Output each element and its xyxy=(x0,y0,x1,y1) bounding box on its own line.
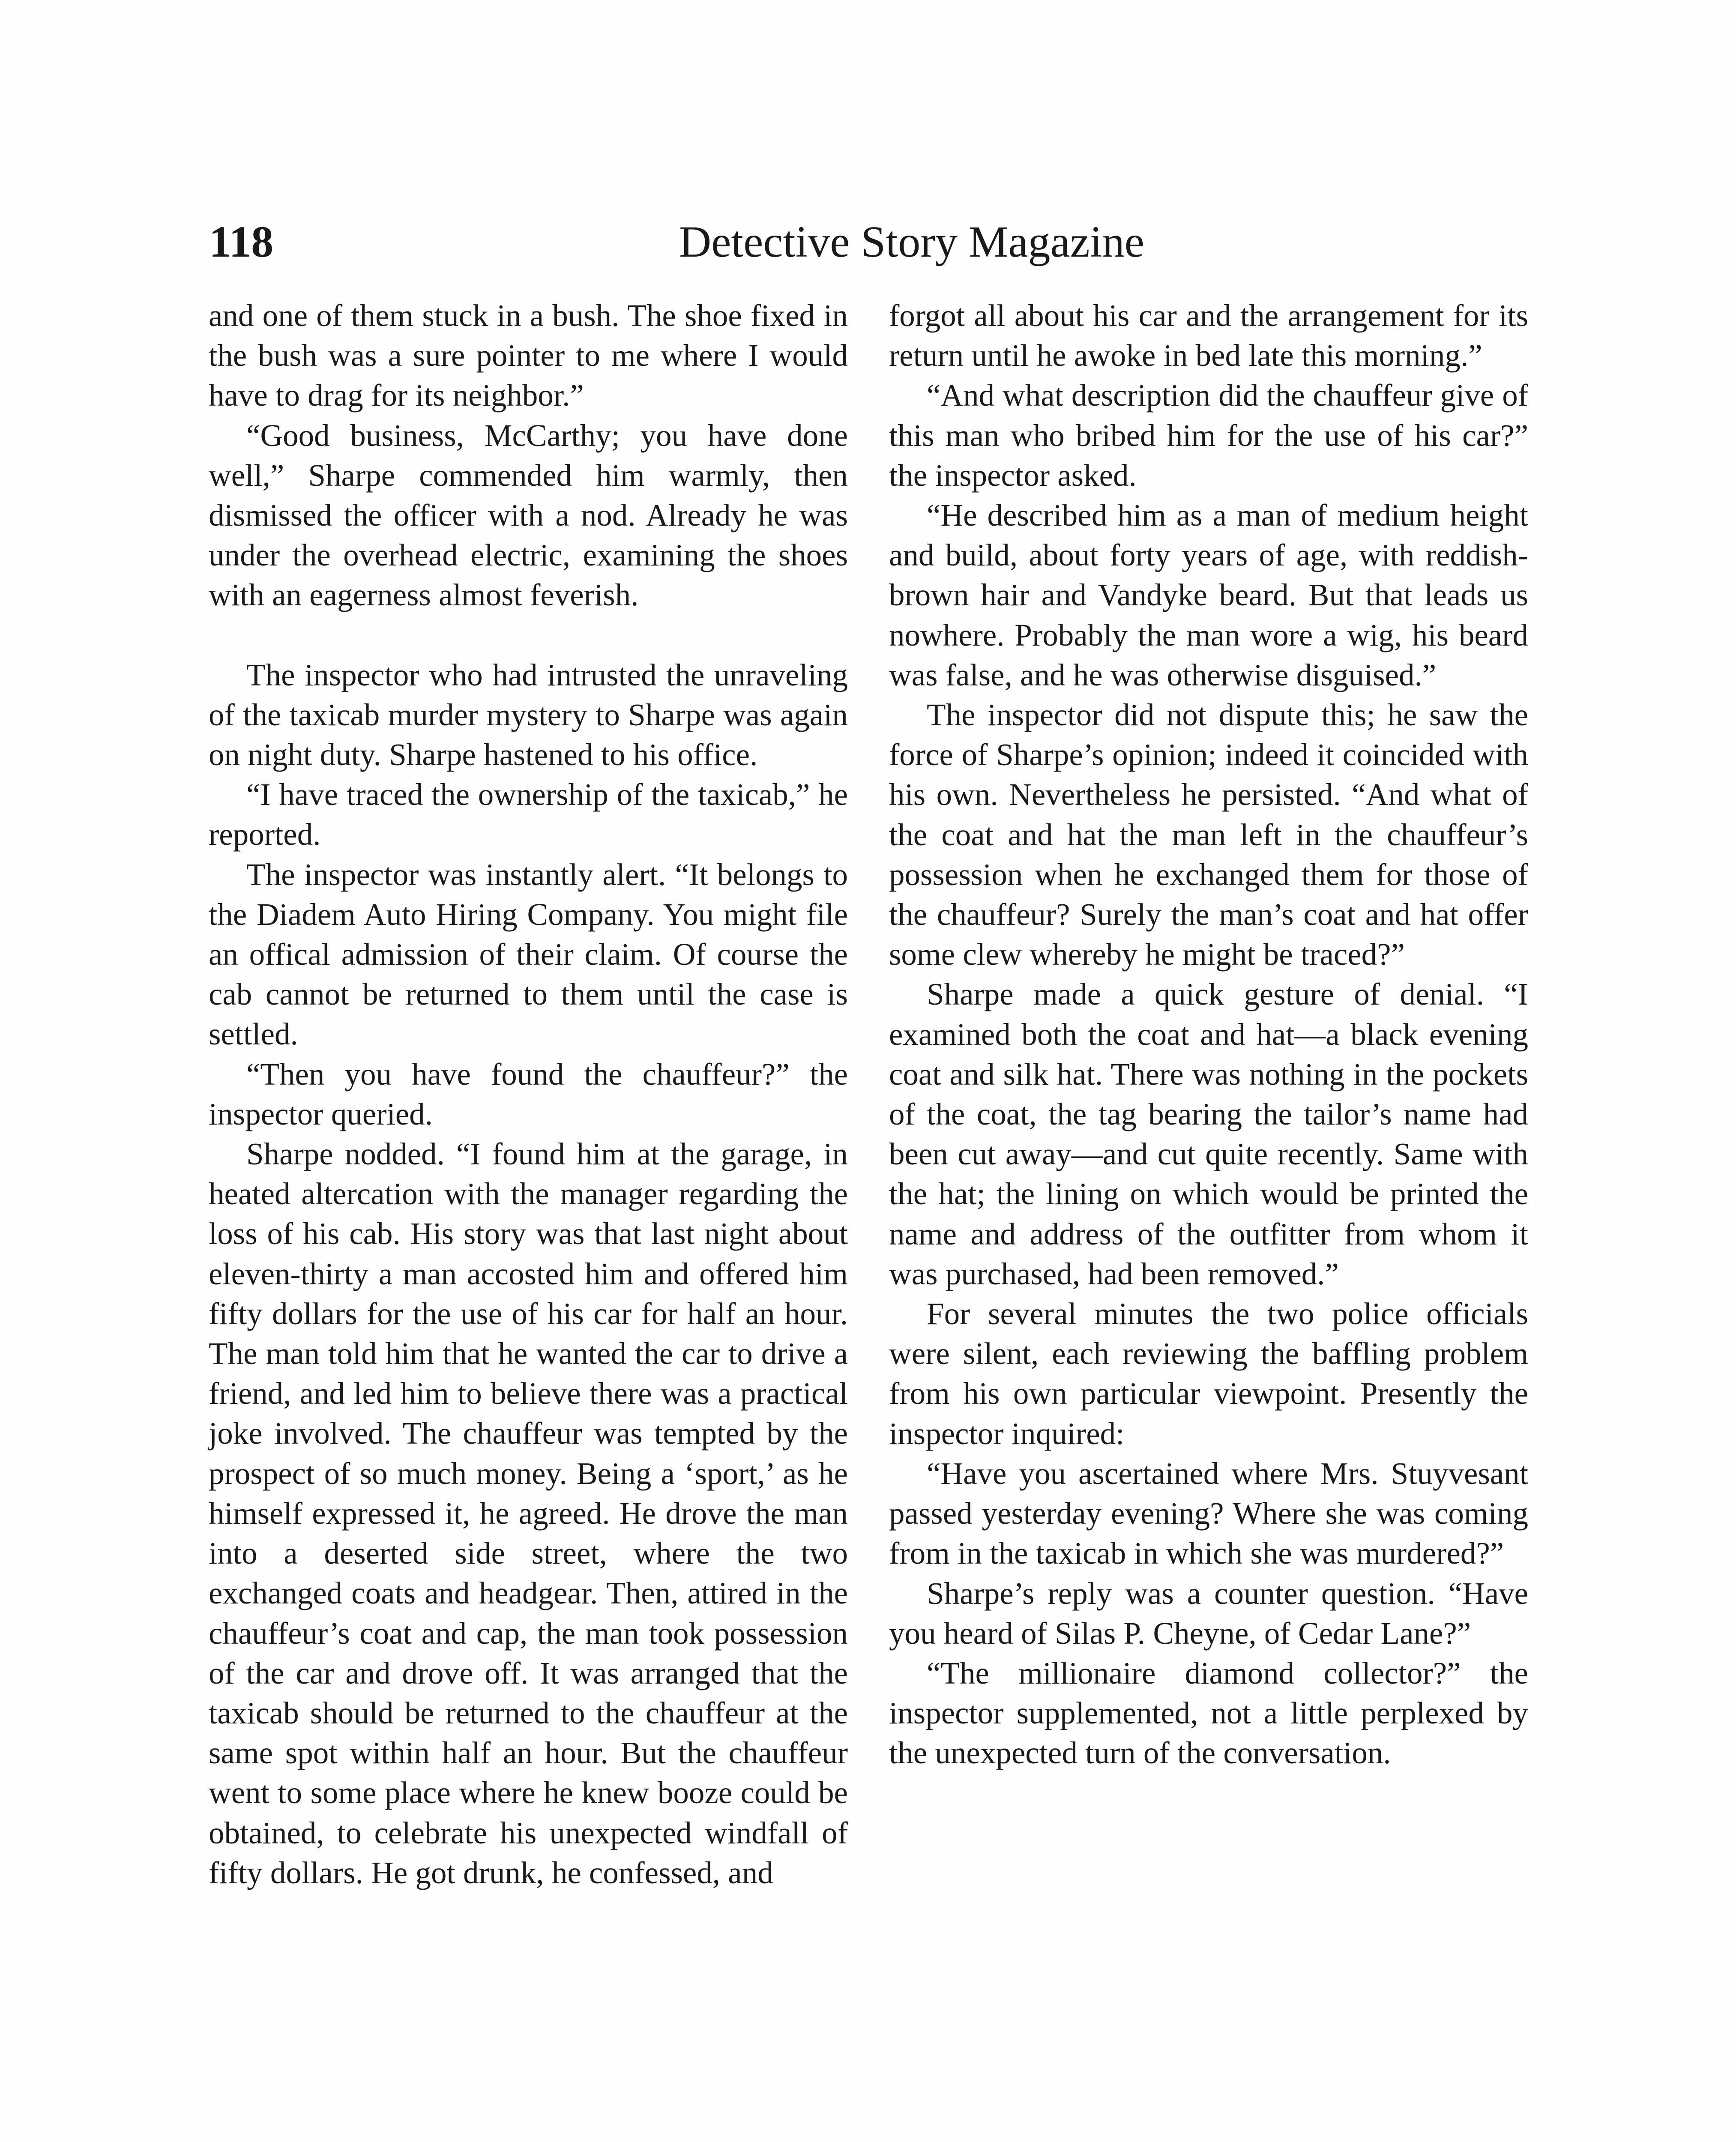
paragraph: “I have traced the ownership of the taxicab,” he reported. xyxy=(209,777,848,852)
paragraph: Sharpe made a quick gesture of denial. “I examined both the coat and hat—a black evening coat and silk hat. There was nothing in the pockets of the coat, the tag bearing the tailor’s name had been cut away—and cut quite recently. Same with the hat; the lining on which would be printed the name and address of the outfitter from whom it was purchased, had been removed.” xyxy=(889,977,1528,1291)
paragraph: “Good business, McCarthy; you have done well,” Sharpe commended him warmly, then dismissed the officer with a nod. Already he was under the overhead electric, examining the shoes with an eagerness almost feverish. xyxy=(209,418,848,613)
magazine-title: Detective Story Magazine xyxy=(679,217,1144,266)
left-column xyxy=(209,296,848,1893)
paragraph: “He described him as a man of medium height and build, about forty years of age, with reddish-brown hair and Vandyke beard. But that leads us nowhere. Probably the man wore a wig, his beard was false, and he was otherwise disguised.” xyxy=(889,498,1528,692)
paragraph: “And what description did the chauffeur give of this man who bribed him for the use of his car?” the inspector asked. xyxy=(889,378,1528,493)
paragraph: The inspector did not dispute this; he saw the force of Sharpe’s opinion; indeed it coincided with his own. Nevertheless he persisted. “And what of the coat and hat the man left in the chauffeur’s possession when he exchanged them for those of the chauffeur? Surely the man’s coat and hat offer some clew whereby he might be traced?” xyxy=(889,697,1528,972)
page-header xyxy=(209,212,1529,272)
paragraph: The inspector who had intrusted the unraveling of the taxicab murder mystery to Sharpe was again on night duty. Sharpe hastened to his office. xyxy=(209,657,848,772)
paragraph: and one of them stuck in a bush. The shoe fixed in the bush was a sure pointer to me where I would have to drag for its neighbor.” xyxy=(209,298,848,413)
paragraph: forgot all about his car and the arrangement for its return until he awoke in bed late this morning.” xyxy=(889,298,1528,373)
paragraph: “The millionaire diamond collector?” the inspector supplemented, not a little perplexed by the unexpected turn of the conversation. xyxy=(889,1655,1528,1771)
paragraph: Sharpe’s reply was a counter question. “Have you heard of Silas P. Cheyne, of Cedar Lane?” xyxy=(889,1576,1528,1651)
right-column xyxy=(889,296,1528,1773)
paragraph: For several minutes the two police officials were silent, each reviewing the baffling problem from his own particular viewpoint. Presently the inspector inquired: xyxy=(889,1296,1528,1451)
page-number: 118 xyxy=(209,217,274,266)
paragraph: Sharpe nodded. “I found him at the garage, in heated altercation with the manager regarding the loss of his cab. His story was that last night about eleven-thirty a man accosted him and offered him fifty dollars for the use of his car for half an hour. The man told him that he wanted the car to drive a friend, and led him to believe there was a practical joke involved. The chauffeur was tempted by the prospect of so much money. Being a ‘sport,’ as he himself expressed it, he agreed. He drove the man into a deserted side street, where the two exchanged coats and headgear. Then, attired in the chauffeur’s coat and cap, the man took possession of the car and drove off. It was arranged that the taxicab should be returned to the chauffeur at the same spot within half an hour. But the chauffeur went to some place where he knew booze could be obtained, to celebrate his unexpected windfall of fifty dollars. He got drunk, he confessed, and xyxy=(209,1137,848,1890)
paragraph: “Have you ascertained where Mrs. Stuyvesant passed yesterday evening? Where she was coming from in the taxicab in which she was murdered?” xyxy=(889,1456,1528,1571)
paragraph: The inspector was instantly alert. “It belongs to the Diadem Auto Hiring Company. You might file an offical admission of their claim. Of course the cab cannot be returned to them until the case is settled. xyxy=(209,857,848,1052)
paragraph: “Then you have found the chauffeur?” the inspector queried. xyxy=(209,1056,848,1131)
